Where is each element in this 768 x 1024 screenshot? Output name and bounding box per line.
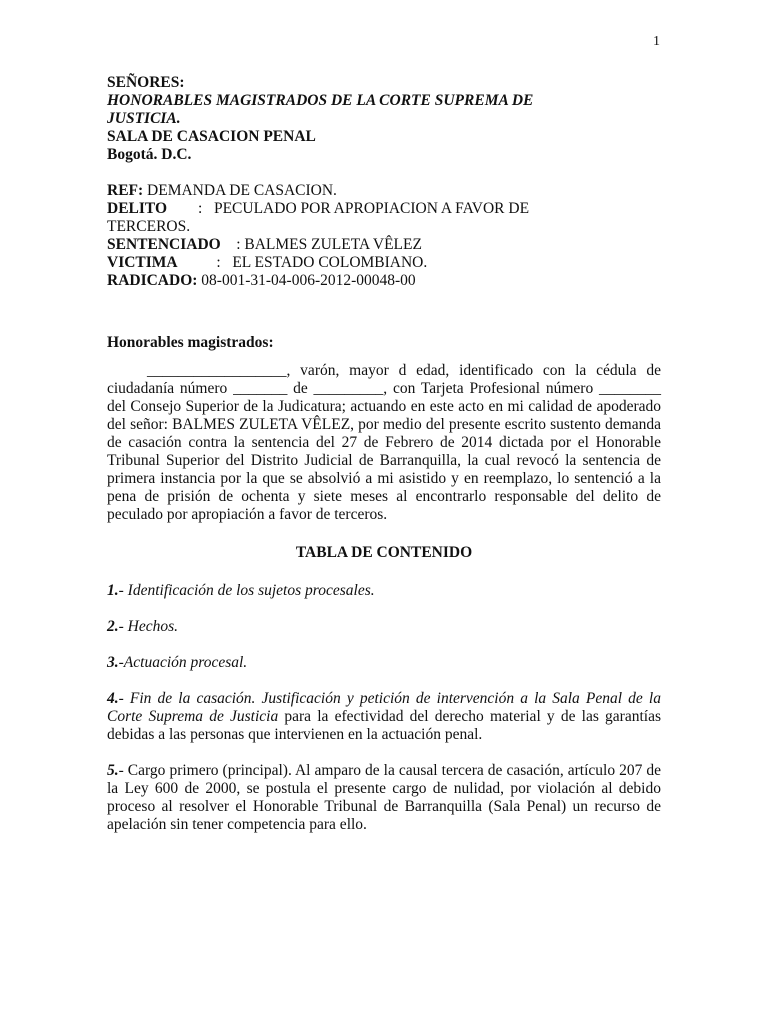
addressee-line-5: Bogotá. D.C. <box>107 146 192 163</box>
addressee-line-3: JUSTICIA. <box>107 110 181 127</box>
document-body <box>107 74 661 852</box>
sentenciado-row <box>107 236 661 254</box>
radicado-row <box>107 272 661 290</box>
sentenciado-value: BALMES ZULETA VÊLEZ <box>244 236 422 253</box>
ref-value: DEMANDA DE CASACION. <box>143 182 337 199</box>
delito-separator: : <box>167 200 214 217</box>
toc-item-italic-text: - Hechos. <box>118 618 179 635</box>
toc-item-3 <box>107 654 661 672</box>
toc-item-4 <box>107 690 661 744</box>
sentenciado-label: SENTENCIADO <box>107 236 221 253</box>
victima-separator: : <box>177 254 233 271</box>
toc-item-2 <box>107 618 661 636</box>
delito-value: PECULADO POR APROPIACION A FAVOR DE <box>213 200 530 217</box>
delito-label: DELITO <box>107 200 168 217</box>
addressee-line-2: HONORABLES MAGISTRADOS DE LA CORTE SUPREMA DE <box>107 92 534 109</box>
victima-label: VICTIMA <box>107 254 178 271</box>
ref-row <box>107 182 661 200</box>
delito-row <box>107 200 661 218</box>
toc-item-number: 3. <box>107 654 119 671</box>
reference-block <box>107 182 661 290</box>
toc-item-number: 1. <box>107 582 119 599</box>
page-number: 1 <box>653 34 660 49</box>
radicado-label: RADICADO: <box>107 272 198 289</box>
addressee-line-1: SEÑORES: <box>107 74 185 91</box>
radicado-value: 08-001-31-04-006-2012-00048-00 <box>197 272 416 289</box>
addressee-block <box>107 74 661 164</box>
victima-value: EL ESTADO COLOMBIANO. <box>232 254 428 271</box>
toc-list <box>107 582 661 834</box>
salutation: Honorables magistrados: <box>107 334 274 351</box>
victima-row <box>107 254 661 272</box>
ref-label: REF: <box>107 182 144 199</box>
toc-item-number: 4. <box>107 690 119 707</box>
addressee-line-4: SALA DE CASACION PENAL <box>107 128 316 145</box>
toc-item-text: para la efectividad del derecho material y de las garantías debidas a las personas que intervienen en la actuación penal. <box>107 708 661 743</box>
delito-value-continued: TERCEROS. <box>107 218 191 235</box>
sentenciado-separator: : <box>220 236 245 253</box>
toc-item-italic-text: - Fin de la casación. Justificación y petición de intervención a la Sala Penal de la Corte Suprema de Justicia <box>107 690 661 725</box>
toc-item-italic-text: - Identificación de los sujetos procesales. <box>118 582 375 599</box>
toc-item-5 <box>107 762 661 834</box>
toc-title: TABLA DE CONTENIDO <box>295 544 473 561</box>
intro-paragraph: __________________, varón, mayor d edad, identificado con la cédula de ciudadanía número _______ de _________, con Tarjeta Profesional número ________ del Consejo Superior de la Judicatura; actuando en este acto en mi calidad de apoderado del señor: BALMES ZULETA VÊLEZ, por medio del presente escrito sustento demanda de casación contra la sentencia del 27 de Febrero de 2014 dictada por el Honorable Tribunal Superior del Distrito Judicial de Barranquilla, la cual revocó la sentencia de primera instancia por la que se absolvió a mi asistido y en reemplazo, lo sentenció a la pena de prisión de ochenta y siete meses al encontrarlo responsable del delito de peculado por apropiación a favor de terceros. <box>107 362 661 523</box>
toc-item-number: 2. <box>107 618 119 635</box>
toc-item-italic-text: -Actuación procesal. <box>118 654 248 671</box>
toc-item-text: - Cargo primero (principal). Al amparo de la causal tercera de casación, artículo 207 de la Ley 600 de 2000, se postula el presente cargo de nulidad, por violación al debido proceso al resolver el Honorable Tribunal de Barranquilla (Sala Penal) un recurso de apelación sin tener competencia para ello. <box>107 762 661 833</box>
toc-item-number: 5. <box>107 762 119 779</box>
toc-item-1 <box>107 582 661 600</box>
